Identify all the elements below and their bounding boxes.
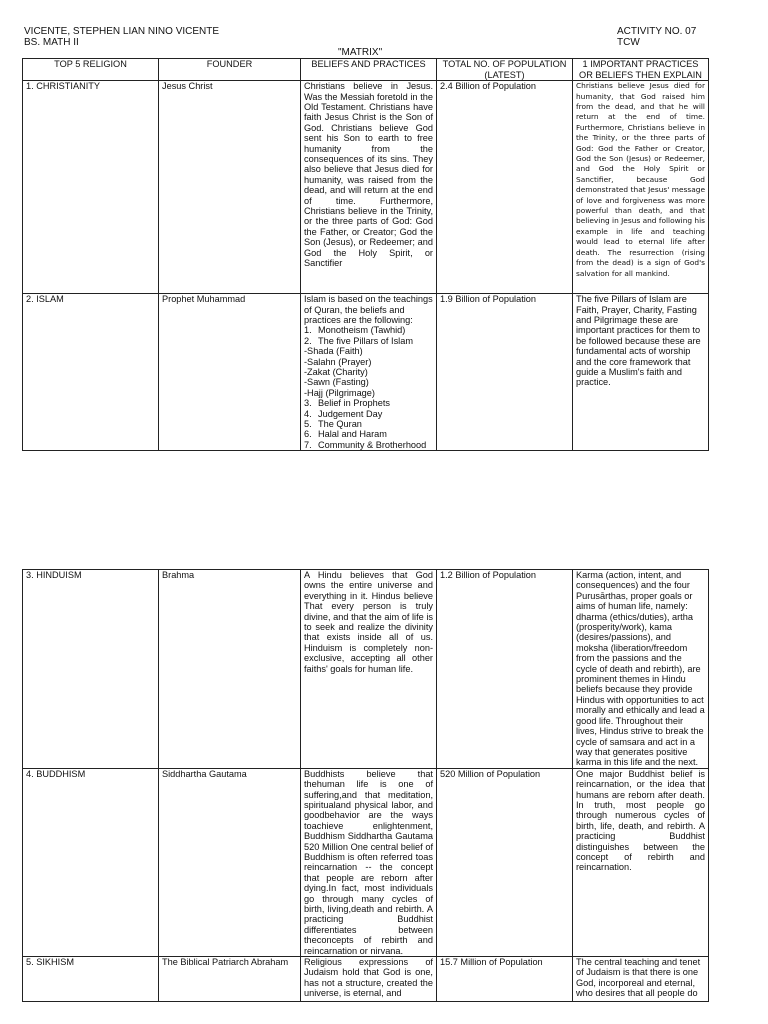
table-row bbox=[23, 81, 709, 294]
list-item: 6. Halal and Haram bbox=[304, 429, 387, 440]
table-row bbox=[23, 294, 709, 451]
matrix-title: "MATRIX" bbox=[338, 47, 383, 58]
list-item: -Salahn (Prayer) bbox=[304, 356, 372, 367]
table-row bbox=[23, 570, 709, 769]
important-cell: One major Buddhist belief is reincarnation, or the idea that humans are reborn after death. In truth, most people go through numerous cycles of birth, life, death, and rebirth. A practicing Buddhist distinguishes between the concept of rebirth and reincarnation. bbox=[573, 768, 709, 956]
founder-cell: Prophet Muhammad bbox=[159, 294, 301, 451]
activity-info bbox=[617, 26, 696, 48]
important-cell: The five Pillars of Islam are Faith, Prayer, Charity, Fasting and Pilgrimage these are important practices for them to be followed because these are fundamental acts of worship and the core framework that guide a Muslim's faith and practice. bbox=[573, 294, 709, 451]
list-item: 4. Judgement Day bbox=[304, 408, 383, 419]
founder-cell: Brahma bbox=[159, 570, 301, 769]
beliefs-cell: A Hindu believes that God owns the entire universe and everything in it. Hindus believe That every person is truly divine, and that the aim of life is to seek and realize the divinity that exists inside all of us. Hinduism is completely non-exclusive, accepting all other faiths' goals for human life. bbox=[301, 570, 437, 769]
column-header-important: 1 IMPORTANT PRACTICES OR BELIEFS THEN EXPLAIN bbox=[573, 59, 709, 81]
list-item: 2. The five Pillars of Islam bbox=[304, 335, 413, 346]
religion-cell: 2. ISLAM bbox=[23, 294, 159, 451]
beliefs-cell: Buddhists believe that thehuman life is one of suffering,and that meditation, spiritualand physical labor, and goodbehavior are the ways toachieve enlightenment, Buddhism Siddhartha Gautama 520 Million One central belief of Buddhism is often referred toas reincarnation -- the concept that people are reborn after dying.In fact, most individuals go through many cycles of birth, living,death and rebirth. A practicing Buddhist differentiates between theconcepts of rebirth and reincarnation or nirvana. bbox=[301, 768, 437, 956]
population-cell: 2.4 Billion of Population bbox=[437, 81, 573, 294]
table-row bbox=[23, 768, 709, 956]
student-name: VICENTE, STEPHEN LIAN NINO VICENTE bbox=[24, 26, 220, 37]
founder-cell: Jesus Christ bbox=[159, 81, 301, 294]
population-cell: 1.9 Billion of Population bbox=[437, 294, 573, 451]
founder-cell: Siddhartha Gautama bbox=[159, 768, 301, 956]
list-item: -Hajj (Pilgrimage) bbox=[304, 387, 375, 398]
column-header-religion: TOP 5 RELIGION bbox=[23, 59, 159, 81]
column-header-founder: FOUNDER bbox=[159, 59, 301, 81]
beliefs-intro: Islam is based on the teachings of Quran, the beliefs and practices are the following: bbox=[304, 294, 433, 325]
list-item: -Zakat (Charity) bbox=[304, 367, 368, 378]
course-label: BS. MATH II bbox=[24, 37, 79, 48]
list-item: 1. Monotheism (Tawhid) bbox=[304, 325, 406, 336]
population-cell: 15.7 Million of Population bbox=[437, 957, 573, 1002]
column-header-population: TOTAL NO. OF POPULATION (LATEST) bbox=[437, 59, 573, 81]
column-header-beliefs: BELIEFS AND PRACTICES bbox=[301, 59, 437, 81]
population-cell: 1.2 Billion of Population bbox=[437, 570, 573, 769]
beliefs-cell: Christians believe in Jesus. Was the Messiah foretold in the Old Testament. Christians have faith Jesus Christ is the Son of God. Christians believe God sent his Son to earth to free humanity from the consequences of its sins. They also believe that Jesus died for humanity, was raised from the dead, and will return at the end of time. Furthermore, Christians believe in the Trinity, or the three parts of God: God the Father, or Creator; God the Son (Jesus), or Redeemer; and God the Holy Spirit, or Sanctifier bbox=[301, 81, 437, 294]
important-cell: The central teaching and tenet of Judaism is that there is one God, incorporeal and eternal, who desires that all people do bbox=[573, 957, 709, 1002]
religion-matrix-table-continued bbox=[22, 569, 709, 1002]
religion-cell: 1. CHRISTIANITY bbox=[23, 81, 159, 294]
beliefs-cell bbox=[301, 294, 437, 451]
list-item: 3. Belief in Prophets bbox=[304, 398, 391, 409]
religion-matrix-table bbox=[22, 58, 709, 451]
beliefs-cell: Religious expressions of Judaism hold that God is one, has not a structure, created the universe, is eternal, and bbox=[301, 957, 437, 1002]
population-cell: 520 Million of Population bbox=[437, 768, 573, 956]
table-header-row bbox=[23, 59, 709, 81]
religion-cell: 4. BUDDHISM bbox=[23, 768, 159, 956]
founder-cell: The Biblical Patriarch Abraham bbox=[159, 957, 301, 1002]
important-cell: Christians believe Jesus died for humanity, that God raised him from the dead, and that he will return at the end of time. Furthermore, Christians believe in the Trinity, or the three parts of God: God the Father or Creator, God the Son (Jesus) or Redeemer, and God the Holy Spirit or Sanctifier, because God demonstrated that Jesus' message of love and forgiveness was more powerful than death, and that believing in Jesus and following his example in life and teaching would lead to eternal life after death. The resurrection (rising from the dead) is a sign of God's salvation for all mankind. bbox=[573, 81, 709, 294]
table-row bbox=[23, 957, 709, 1002]
religion-cell: 5. SIKHISM bbox=[23, 957, 159, 1002]
list-item: -Sawn (Fasting) bbox=[304, 377, 369, 388]
activity-number: ACTIVITY NO. 07 bbox=[617, 26, 697, 37]
list-item: -Shada (Faith) bbox=[304, 346, 363, 357]
religion-cell: 3. HINDUISM bbox=[23, 570, 159, 769]
list-item: 7. Community & Brotherhood bbox=[304, 439, 427, 450]
beliefs-list bbox=[304, 325, 433, 450]
student-info bbox=[24, 26, 219, 48]
important-cell: Karma (action, intent, and consequences) and the four Purusārthas, proper goals or aims of human life, namely: dharma (ethics/duties), artha (prosperity/work), kama (desires/passions), and moksha (liberation/freedom from the passions and the cycle of death and rebirth), are prominent themes in Hindu beliefs because they provide Hindus with opportunities to act morally and ethically and lead a good life. Throughout their lives, Hindus strive to break the cycle of samsara and act in a way that generates positive karma in this life and the next. bbox=[573, 570, 709, 769]
list-item: 5. The Quran bbox=[304, 419, 362, 430]
subject-label: TCW bbox=[617, 37, 640, 48]
